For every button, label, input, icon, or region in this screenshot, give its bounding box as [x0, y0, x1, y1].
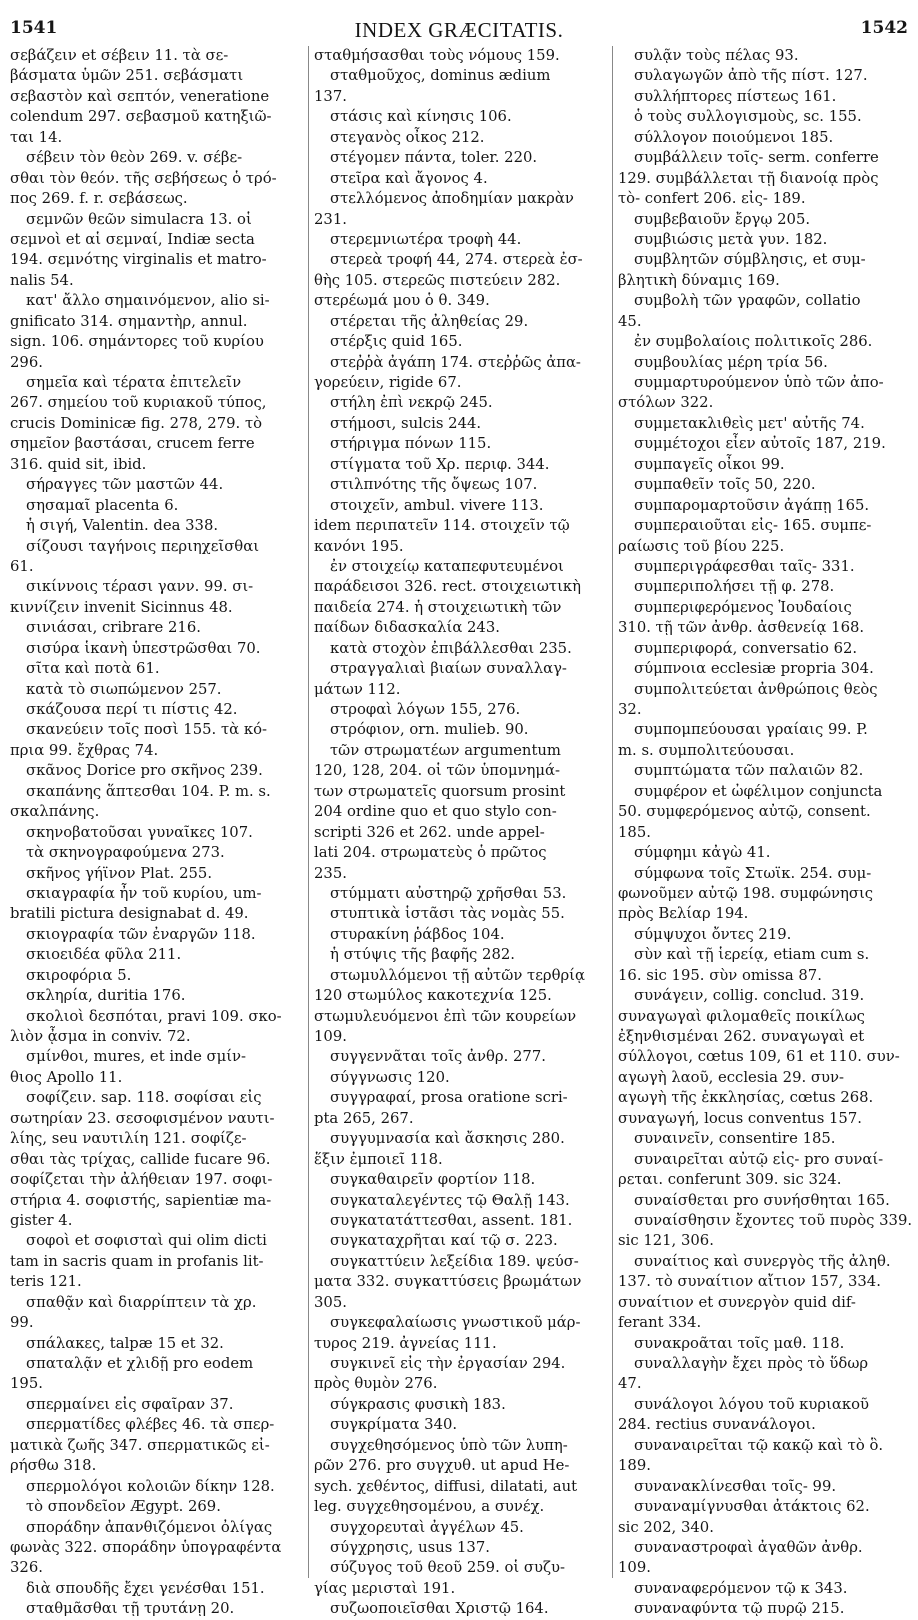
index-line: κατὰ τὸ σιωπώμενον 257. — [26, 680, 222, 698]
index-line: τῶν στρωματέων argumentum — [330, 741, 561, 759]
index-line: γορεύειν, rigide 67. — [314, 374, 462, 391]
index-line: παιδεία 274. ἡ στοιχειωτικὴ τῶν — [314, 598, 562, 616]
index-line: στροφαὶ λόγων 155, 276. — [330, 701, 521, 718]
index-line: συναναστροφαὶ ἀγαθῶν ἀνθρ. — [634, 1538, 863, 1556]
index-line: lati 204. στρωματεὺς ὁ πρῶτος — [314, 844, 547, 862]
index-line: σκιοειδέα φῦλα 211. — [26, 946, 182, 964]
index-line: idem περιπατεῖν 114. στοιχεῖν τῷ — [314, 517, 570, 535]
index-line: ἡ στύψις τῆς βαφῆς 282. — [330, 946, 515, 964]
index-line: συγκαταχρῆται καί τῷ σ. 223. — [330, 1232, 558, 1250]
index-line: σύζυγος τοῦ θεοῦ 259. οἱ συζυ- — [330, 1559, 566, 1577]
index-line: βλητικὴ δύναμις 169. — [618, 271, 780, 289]
index-line: 137. τὸ συναίτιον αἴτιον 157, 334. — [618, 1273, 881, 1291]
index-line: σπερμαίνει εἰς σφαῖραν 37. — [26, 1395, 234, 1413]
index-line: σκιογραφία τῶν ἐναργῶν 118. — [26, 925, 256, 943]
index-line: 326. — [10, 1559, 43, 1577]
index-line: 194. σεμνότης virginalis et matro- — [10, 251, 267, 269]
index-line: σταθμήσασθαι τοὺς νόμους 159. — [314, 47, 560, 64]
index-line: στήριγμα πόνων 115. — [330, 435, 492, 453]
index-line: bratili pictura designabat d. 49. — [10, 905, 249, 923]
index-line: συμπολιτεύεται ἀνθρώποις θεὸς — [634, 680, 878, 698]
index-line: συμβλητῶν σύμβλησις, et συμ- — [634, 251, 866, 269]
index-line: στίγματα τοῦ Χρ. περιφ. 344. — [330, 455, 550, 473]
index-line: συμμέτοχοι εἶεν αὐτοῖς 187, 219. — [634, 435, 886, 453]
index-line: πος 269. f. r. σεβάσεως. — [10, 190, 188, 208]
index-line: συγκατατάττεσθαι, assent. 181. — [330, 1211, 573, 1229]
index-line: sych. χεθέντος, diffusi, dilatati, aut — [314, 1477, 578, 1495]
index-line: κατ' ἄλλο σημαινόμενον, alio si- — [26, 292, 270, 310]
index-line: συναιρεῖται αὐτῷ εἰς- pro συναί- — [634, 1150, 884, 1168]
index-line: συναναμίγνυσθαι ἀτάκτοις 62. — [634, 1498, 870, 1516]
index-line: σεβαστὸν καὶ σεπτόν, veneratione — [10, 87, 270, 105]
index-column-3 — [618, 46, 913, 1618]
index-line: sic 121, 306. — [618, 1232, 714, 1250]
index-line: συγγυμνασία καὶ ἄσκησις 280. — [330, 1130, 565, 1148]
index-line: σύμφωνα τοῖς Στωϊκ. 254. συμ- — [634, 864, 872, 882]
index-line: scripti 326 et 262. unde appel- — [314, 823, 545, 841]
index-line: ἡ σιγή, Valentin. dea 338. — [26, 517, 219, 535]
index-line: 50. συμφερόμενος αὐτῷ, consent. — [618, 803, 871, 821]
index-line: σπαταλᾷν et χλιδῇ pro eodem — [26, 1355, 254, 1372]
index-line: 120 στωμύλος κακοτεχνία 125. — [314, 987, 552, 1005]
index-line: σεμνοὶ et αἱ σεμναί, Indiæ secta — [10, 230, 255, 248]
index-line: στοιχεῖν, ambul. vivere 113. — [330, 496, 544, 514]
index-line: φωνὰς 322. σποράδην ὑπογραφέντα — [10, 1538, 282, 1556]
index-line: ματα 332. συγκαττύσεις βρωμάτων — [314, 1273, 582, 1291]
index-line: gnificato 314. σημαντὴρ, annul. — [10, 312, 248, 330]
index-line: συμπαρομαρτοῦσιν ἀγάπῃ 165. — [634, 496, 870, 514]
index-line: σμίνθοι, mures, et inde σμίν- — [26, 1048, 247, 1066]
index-line: πρὸς θυμὸν 276. — [314, 1375, 438, 1393]
index-line: συγκεφαλαίωσις γνωστικοῦ μάρ- — [330, 1314, 581, 1332]
index-line: σπαθᾷν καὶ διαρρίπτειν τὰ χρ. — [26, 1293, 257, 1311]
index-line: σοφοὶ et σοφισταὶ qui olim dicti — [26, 1232, 267, 1250]
index-line: διὰ σπουδῆς ἔχει γενέσθαι 151. — [26, 1579, 265, 1597]
index-line: στωμυλευόμενοι ἐπὶ τῶν κουρείων — [314, 1007, 577, 1025]
index-line: σήραγγες τῶν μαστῶν 44. — [26, 476, 224, 494]
index-column-1 — [10, 46, 302, 1618]
index-line: αγωγὴ τῆς ἐκκλησίας, cœtus 268. — [618, 1089, 874, 1107]
index-line: τὰ σκηνογραφούμενα 273. — [26, 844, 225, 862]
index-line: ἕξιν ἐμποιεῖ 118. — [314, 1150, 443, 1168]
index-line: πρὸς Βελίαρ 194. — [618, 905, 749, 923]
index-line: συμμετακλιθεὶς μετ' αὐτῆς 74. — [634, 414, 865, 432]
index-line: ραίωσις τοῦ βίου 225. — [618, 537, 785, 555]
index-line: τὸ- confert 206. εἰς- 189. — [618, 190, 806, 208]
running-title: INDEX GRÆCITATIS. — [354, 18, 564, 42]
index-line: στυπτικὰ ἱστᾶσι τὰς νομὰς 55. — [330, 905, 565, 923]
index-line: ται 14. — [10, 128, 63, 146]
index-line: συμπεριγράφεσθαι ταῖς- 331. — [634, 557, 855, 575]
index-line: σκηνοβατοῦσαι γυναῖκες 107. — [26, 823, 253, 841]
index-line: σκαλπάνης. — [10, 803, 100, 821]
index-line: σεμνῶν θεῶν simulacra 13. οἱ — [26, 210, 252, 228]
index-line: pta 265, 267. — [314, 1109, 414, 1127]
index-line: στήλη ἐπὶ νεκρῷ 245. — [330, 394, 493, 412]
index-line: 45. — [618, 312, 642, 330]
index-line: αγωγὴ λαοῦ, ecclesia 29. συν- — [618, 1068, 844, 1086]
index-line: στελλόμενος ἀποδημίαν μακρὰν — [330, 190, 574, 208]
index-line: συγκαττύειν λεξείδια 189. ψεύσ- — [330, 1252, 579, 1270]
index-line: συμβουλίας μέρη τρία 56. — [634, 353, 828, 371]
index-line: σύγχρησις, usus 137. — [330, 1538, 490, 1556]
index-line: φωνοῦμεν αὐτῷ 198. συμφώνησις — [618, 884, 874, 902]
index-line: στήρια 4. σοφιστής, sapientiæ ma- — [10, 1191, 272, 1209]
index-line: σύγγνωσις 120. — [330, 1068, 450, 1086]
index-line: συμβολὴ τῶν γραφῶν, collatio — [634, 292, 861, 310]
index-line: τὸ σπονδεῖον Ægypt. 269. — [26, 1498, 221, 1516]
index-line: σισύρα ἱκανὴ ὑπεστρῶσθαι 70. — [26, 639, 261, 657]
index-line: σκολιοὶ δεσπόται, pravi 109. σκο- — [26, 1007, 282, 1025]
index-line: 185. — [618, 823, 651, 841]
index-line: σκαπάνης ἅπτεσθαι 104. P. m. s. — [26, 782, 271, 800]
index-line: σταθμοῦχος, dominus ædium — [330, 67, 551, 85]
index-line: gister 4. — [10, 1211, 73, 1229]
index-line: συναίτιον et συνεργὸν quid dif- — [618, 1293, 856, 1311]
column-divider — [612, 46, 613, 1578]
index-line: συγκρίματα 340. — [330, 1416, 458, 1434]
index-line: 284. rectius συνανάλογοι. — [618, 1416, 816, 1434]
index-line: sic 202, 340. — [618, 1518, 714, 1536]
index-line: συμπομπεύουσαι γραίαις 99. P. — [634, 721, 868, 739]
index-line: συμπτώματα τῶν παλαιῶν 82. — [634, 762, 864, 780]
index-line: σπερμολόγοι κολοιῶν δίκην 128. — [26, 1477, 275, 1495]
index-line: συλαγωγῶν ἀπὸ τῆς πίστ. 127. — [634, 67, 868, 85]
index-line: στερεμνιωτέρα τροφὴ 44. — [330, 230, 522, 248]
index-line: leg. συγχεθησομένου, a συνέχ. — [314, 1498, 545, 1516]
index-line: συναλλαγὴν ἔχει πρὸς τὸ ὕδωρ — [634, 1355, 869, 1372]
index-line: 129. συμβάλλεται τῇ διανοίᾳ πρὸς — [618, 169, 879, 187]
index-line: σοφίζειν. sap. 118. σοφίσαι εἰς — [26, 1089, 262, 1107]
index-line: 204 ordine quo et quo stylo con- — [314, 803, 557, 821]
index-line: ματικὰ ζωῆς 347. σπερματικῶς εἰ- — [10, 1436, 270, 1454]
index-line: σημεῖα καὶ τέρατα ἐπιτελεῖν — [26, 374, 242, 391]
index-line: στεῖρα καὶ ἄγονος 4. — [330, 169, 488, 187]
index-line: παίδων διδασκαλία 243. — [314, 619, 500, 637]
index-line: ἐξηνθισμέναι 262. συναγωγαὶ et — [618, 1028, 865, 1045]
index-line: colendum 297. σεβασμοῦ κατηξιῶ- — [10, 108, 272, 126]
index-line: sign. 106. σημάντορες τοῦ κυρίου — [10, 333, 264, 351]
index-line: σθαι τὰς τρίχας, callide fucare 96. — [10, 1150, 271, 1168]
index-line: θιος Apollo 11. — [10, 1068, 123, 1086]
index-line: τυρος 219. ἀγνείας 111. — [314, 1334, 497, 1352]
index-line: 61. — [10, 557, 34, 575]
index-line: 235. — [314, 864, 347, 882]
index-line: συνανακλίνεσθαι τοῖς- 99. — [634, 1477, 837, 1495]
index-line: θὴς 105. στερεῶς πιστεύειν 282. — [314, 271, 561, 289]
index-line: ὁ τοὺς συλλογισμοὺς, sc. 155. — [634, 108, 862, 126]
index-line: σοφίζεται τὴν ἀλήθειαν 197. σοφι- — [10, 1171, 273, 1189]
index-line: m. s. συμπολιτεύουσαι. — [618, 741, 795, 759]
index-line: 305. — [314, 1293, 347, 1311]
index-line: συγγεννᾶται τοῖς ἀνθρ. 277. — [330, 1048, 546, 1066]
index-line: ρῶν 276. pro συγχυθ. ut apud He- — [314, 1457, 570, 1475]
index-line: σησαμαῖ placenta 6. — [26, 496, 179, 514]
index-line: σικίννοις τέρασι γανν. 99. σι- — [26, 578, 254, 596]
index-line: σὺν καὶ τῇ ἱερείᾳ, etiam cum s. — [634, 946, 870, 964]
index-line: βάσματα ὑμῶν 251. σεβάσματι — [10, 67, 244, 85]
index-line: σποράδην ἀπανθιζόμενοι ὀλίγας — [26, 1518, 273, 1536]
index-line: 32. — [618, 701, 642, 718]
index-line: σπερματίδες φλέβες 46. τὰ σπερ- — [26, 1416, 275, 1434]
index-line: συζωοποιεῖσθαι Χριστῷ 164. — [330, 1600, 549, 1618]
index-line: στεγανὸς οἶκος 212. — [330, 128, 485, 146]
index-line: σταθμᾶσθαι τῇ τρυτάνῃ 20. — [26, 1600, 235, 1618]
index-line: γίας μερισταὶ 191. — [314, 1579, 456, 1597]
index-line: συναγωγή, locus conventus 157. — [618, 1109, 862, 1127]
index-line: στερεὰ τροφή 44, 274. στερεὰ ἐσ- — [330, 251, 583, 269]
index-line: στύμματι αὐστηρῷ χρῆσθαι 53. — [330, 884, 567, 902]
index-line: σινιάσαι, cribrare 216. — [26, 619, 201, 637]
index-line: συναναφύντα τῷ πυρῷ 215. — [634, 1600, 845, 1618]
index-line: 296. — [10, 353, 43, 371]
index-line: 109. — [618, 1559, 651, 1577]
index-line: κανόνι 195. — [314, 537, 404, 555]
index-line: λίης, seu ναυτιλίη 121. σοφίζε- — [10, 1130, 247, 1148]
index-line: λιὸν ᾆσμα in conviv. 72. — [10, 1028, 191, 1045]
index-line: σημεῖον βαστάσαι, crucem ferre — [10, 435, 255, 453]
index-line: στυρακίνη ῥάβδος 104. — [330, 925, 505, 943]
index-line: crucis Dominicæ fig. 278, 279. τὸ — [10, 414, 263, 432]
index-line: συμβιώσις μετὰ γυν. 182. — [634, 230, 828, 248]
index-line: 137. — [314, 87, 347, 105]
index-line: ἐν στοιχείῳ καταπεφυτευμένοι — [330, 557, 564, 575]
index-line: σύμφημι κἀγὼ 41. — [634, 844, 771, 862]
index-line: σέβειν τὸν θεὸν 269. v. σέβε- — [26, 149, 243, 167]
index-line: 109. — [314, 1028, 347, 1045]
index-line: σκανεύειν τοῖς ποσὶ 155. τὰ κό- — [26, 721, 267, 739]
index-line: σωτηρίαν 23. σεσοφισμένον ναυτι- — [10, 1109, 275, 1127]
index-line: στιλπνότης τῆς ὄψεως 107. — [330, 476, 538, 494]
index-line: σύγκρασις φυσικὴ 183. — [330, 1395, 506, 1413]
index-line: στραγγαλιαὶ βιαίων συναλλαγ- — [330, 660, 567, 678]
index-line: συναινεῖν, consentire 185. — [634, 1130, 836, 1148]
index-line: στήμοσι, sulcis 244. — [330, 414, 482, 432]
index-line: 47. — [618, 1375, 642, 1393]
index-line: στέρεται τῆς ἀληθείας 29. — [330, 312, 529, 330]
index-line: σκάζουσα περί τι πίστις 42. — [26, 701, 238, 718]
index-line: συλλήπτορες πίστεως 161. — [634, 87, 837, 105]
index-line: στρόφιον, orn. mulieb. 90. — [330, 721, 529, 739]
index-line: σκᾶνος Dorice pro σκῆνος 239. — [26, 762, 263, 780]
index-line: συμμαρτυρούμενον ὑπὸ τῶν ἀπο- — [634, 374, 884, 391]
index-line: 120, 128, 204. οἱ τῶν ὑπομνημά- — [314, 762, 561, 780]
index-line: συγκαθαιρεῖν φορτίον 118. — [330, 1171, 536, 1189]
index-line: συναίτιος καὶ συνεργὸς τῆς ἀληθ. — [634, 1252, 891, 1270]
index-line: των στρωματεῖς quorsum prosint — [314, 782, 566, 800]
index-line: κιννίζειν invenit Sicinnus 48. — [10, 598, 233, 616]
index-line: teris 121. — [10, 1273, 82, 1291]
index-line: 195. — [10, 1375, 43, 1393]
index-line: στέγομεν πάντα, toler. 220. — [330, 149, 538, 167]
index-line: συλᾷν τοὺς πέλας 93. — [634, 47, 799, 64]
index-line: στόλων 322. — [618, 394, 714, 412]
index-line: 99. — [10, 1314, 34, 1332]
index-line: στεῤῥὰ ἀγάπη 174. στεῤῥῶς ἀπα- — [330, 353, 581, 371]
index-line: σκῆνος γήϊνον Plat. 255. — [26, 864, 213, 882]
index-line: συγγραφαί, prosa oratione scri- — [330, 1089, 568, 1107]
page-number-right: 1542 — [860, 18, 908, 38]
index-line: σύμπνοια ecclesiæ propria 304. — [634, 660, 874, 678]
index-line: στέρξις quid 165. — [330, 333, 463, 351]
index-line: συναγωγαὶ φιλομαθεῖς ποικίλως — [618, 1007, 865, 1025]
index-line: σπάλακες, talpæ 15 et 32. — [26, 1334, 224, 1352]
index-line: συμπεριπολήσει τῇ φ. 278. — [634, 578, 835, 596]
index-line: σύλλογον ποιούμενοι 185. — [634, 128, 834, 146]
index-line: σύμψυχοι ὄντες 219. — [634, 925, 792, 943]
index-line: 189. — [618, 1457, 651, 1475]
index-line: μάτων 112. — [314, 680, 401, 698]
index-line: σεβάζειν et σέβειν 11. τὰ σε- — [10, 47, 229, 64]
index-line: συμπεριφορά, conversatio 62. — [634, 639, 858, 657]
index-line: σκιαγραφία ἦν τοῦ κυρίου, um- — [26, 884, 262, 902]
index-line: σίζουσι ταγήνοις περιηχεῖσθαι — [26, 537, 260, 555]
index-line: συναίσθησιν ἔχοντες τοῦ πυρὸς 339. — [634, 1211, 913, 1229]
index-line: 267. σημείου τοῦ κυριακοῦ τύπος, — [10, 394, 267, 412]
index-line: συμπεριφερόμενος Ἰουδαίοις — [634, 598, 852, 616]
index-line: συναναφερόμενον τῷ κ 343. — [634, 1579, 848, 1597]
index-line: σκληρία, duritia 176. — [26, 987, 186, 1005]
index-line: σκιροφόρια 5. — [26, 966, 132, 984]
index-line: κατὰ στοχὸν ἐπιβάλλεσθαι 235. — [330, 639, 572, 657]
index-line: nalis 54. — [10, 271, 74, 289]
index-line: στερέωμά μου ὁ θ. 349. — [314, 292, 490, 310]
index-columns — [10, 46, 913, 1618]
index-line: στωμυλλόμενοι τῇ αὐτῶν τερθρίᾳ — [330, 966, 585, 984]
index-line: ρεται. conferunt 309. sic 324. — [618, 1171, 842, 1189]
index-line: 316. quid sit, ibid. — [10, 455, 147, 473]
index-line: συμβεβαιοῦν ἔργῳ 205. — [634, 210, 811, 228]
page-header — [10, 12, 908, 46]
index-line: συναναιρεῖται τῷ κακῷ καὶ τὸ ὃ. — [634, 1436, 884, 1454]
index-line: συμφέρον et ὠφέλιμον conjuncta — [634, 782, 883, 800]
index-line: συνάλογοι λόγου τοῦ κυριακοῦ — [634, 1395, 870, 1413]
index-line: ρήσθω 318. — [10, 1457, 97, 1475]
index-line: σθαι τὸν θεόν. τῆς σεβήσεως ὁ τρό- — [10, 169, 277, 187]
index-line: πρια 99. ἔχθρας 74. — [10, 741, 159, 759]
index-line: συγκινεῖ εἰς τὴν ἐργασίαν 294. — [330, 1355, 566, 1372]
index-line: σῖτα καὶ ποτὰ 61. — [26, 660, 160, 678]
index-line: 16. sic 195. σὺν omissa 87. — [618, 966, 822, 984]
index-line: συνακροᾶται τοῖς μαθ. 118. — [634, 1334, 845, 1352]
index-line: 231. — [314, 210, 347, 228]
index-column-2 — [314, 46, 606, 1618]
index-line: ἐν συμβολαίοις πολιτικοῖς 286. — [634, 333, 873, 351]
index-line: συμβάλλειν τοῖς- serm. conferre — [634, 149, 879, 167]
index-line: ferant 334. — [618, 1314, 702, 1332]
column-divider — [308, 46, 309, 1578]
index-line: παράδεισοι 326. rect. στοιχειωτικὴ — [314, 578, 582, 596]
index-line: συγκαταλεγέντες τῷ Θαλῇ 143. — [330, 1191, 570, 1209]
page-number-left: 1541 — [10, 18, 58, 38]
index-line: 310. τῇ τῶν ἀνθρ. ἀσθενείᾳ 168. — [618, 619, 865, 637]
index-line: σύλλογοι, cœtus 109, 61 et 110. συν- — [618, 1048, 900, 1066]
index-line: συμπεραιοῦται εἰς- 165. συμπε- — [634, 517, 872, 535]
index-line: συνάγειν, collig. conclud. 319. — [634, 987, 865, 1005]
index-line: συγχορευταὶ ἀγγέλων 45. — [330, 1518, 524, 1536]
index-line: συμπαθεῖν τοῖς 50, 220. — [634, 476, 816, 494]
index-line: συγχεθησόμενος ὑπὸ τῶν λυπη- — [330, 1436, 568, 1454]
index-line: στάσις καὶ κίνησις 106. — [330, 108, 512, 126]
index-line: συμπαγεῖς οἶκοι 99. — [634, 455, 785, 473]
index-line: συναίσθεται pro συνήσθηται 165. — [634, 1191, 890, 1209]
index-line: tam in sacris quam in profanis lit- — [10, 1252, 264, 1270]
